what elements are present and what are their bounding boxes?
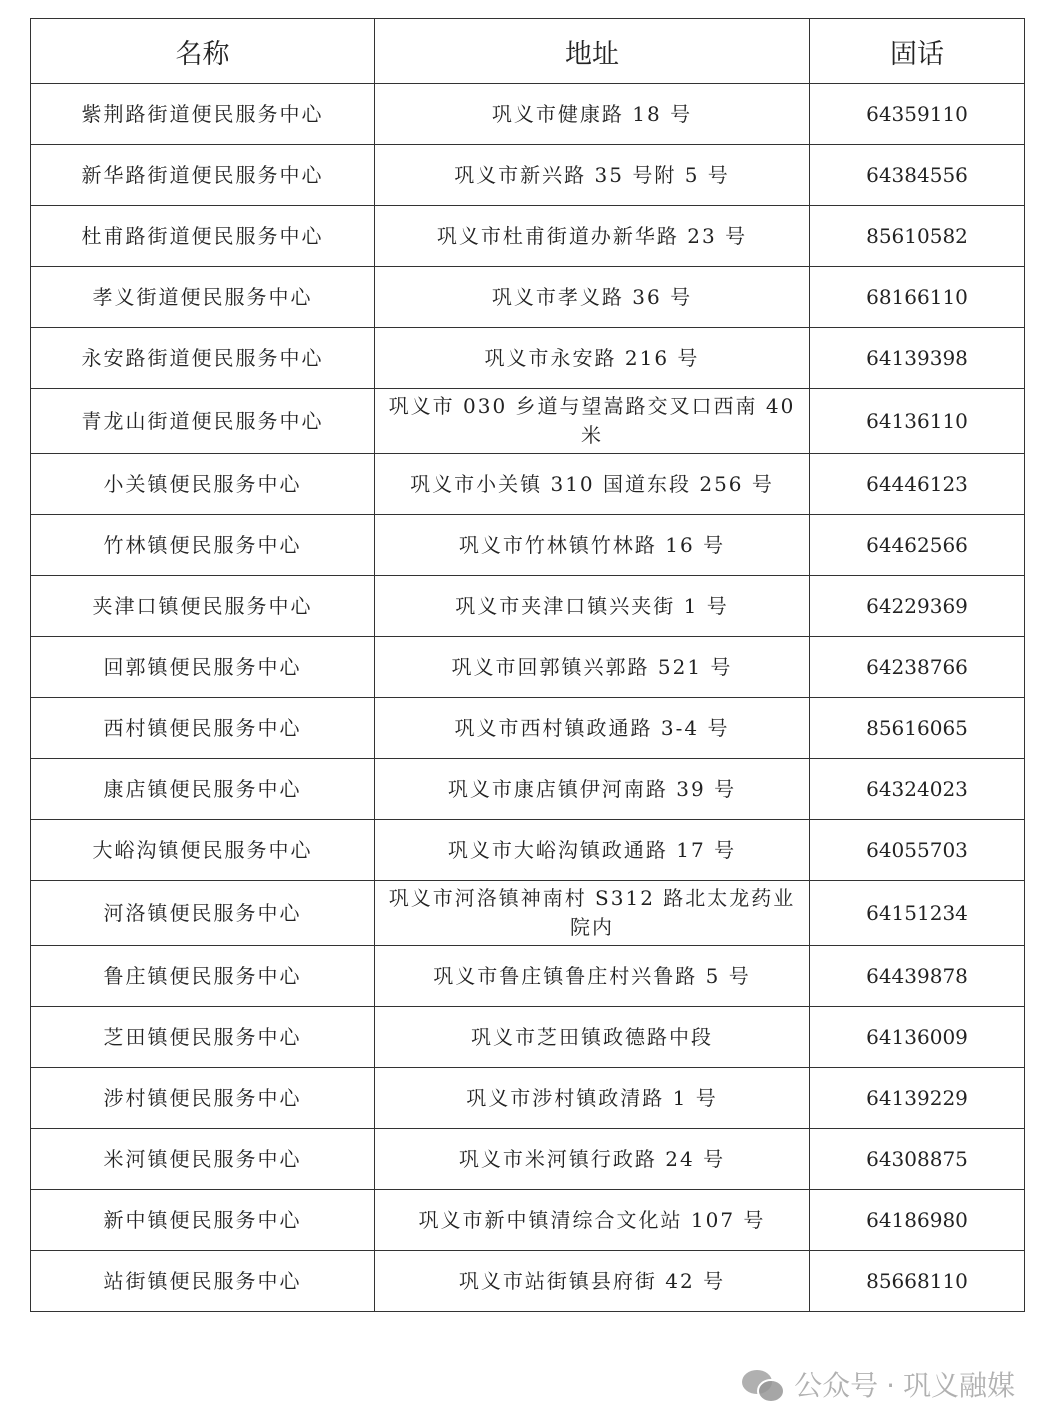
cell-name: 新华路街道便民服务中心: [31, 145, 375, 206]
cell-name: 杜甫路街道便民服务中心: [31, 206, 375, 267]
header-row: [31, 19, 1025, 84]
table-row: [31, 145, 1025, 206]
service-center-table: [30, 18, 1025, 1312]
cell-phone: 64139398: [810, 328, 1025, 389]
cell-address: 巩义市竹林镇竹林路 16 号: [375, 515, 810, 576]
cell-name: 紫荆路街道便民服务中心: [31, 84, 375, 145]
cell-name: 永安路街道便民服务中心: [31, 328, 375, 389]
cell-address: 巩义市站街镇县府街 42 号: [375, 1251, 810, 1312]
cell-address: 巩义市米河镇行政路 24 号: [375, 1129, 810, 1190]
cell-name: 竹林镇便民服务中心: [31, 515, 375, 576]
table-row: [31, 1068, 1025, 1129]
cell-phone: 64238766: [810, 637, 1025, 698]
cell-address: 巩义市 030 乡道与望嵩路交叉口西南 40 米: [375, 389, 810, 454]
cell-address: 巩义市大峪沟镇政通路 17 号: [375, 820, 810, 881]
cell-address: 巩义市夹津口镇兴夹街 1 号: [375, 576, 810, 637]
cell-phone: 85610582: [810, 206, 1025, 267]
watermark-account: 巩义融媒: [902, 1369, 1015, 1402]
wechat-icon: [740, 1366, 786, 1406]
cell-phone: 64384556: [810, 145, 1025, 206]
table-row: [31, 515, 1025, 576]
cell-name: 青龙山街道便民服务中心: [31, 389, 375, 454]
table-row: [31, 84, 1025, 145]
cell-address: 巩义市杜甫街道办新华路 23 号: [375, 206, 810, 267]
watermark: [740, 1366, 1015, 1406]
cell-name: 涉村镇便民服务中心: [31, 1068, 375, 1129]
cell-name: 新中镇便民服务中心: [31, 1190, 375, 1251]
cell-address: 巩义市永安路 216 号: [375, 328, 810, 389]
cell-address: 巩义市康店镇伊河南路 39 号: [375, 759, 810, 820]
cell-address: 巩义市西村镇政通路 3-4 号: [375, 698, 810, 759]
cell-phone: 64136009: [810, 1007, 1025, 1068]
table-row: [31, 946, 1025, 1007]
cell-address: 巩义市河洛镇神南村 S312 路北太龙药业院内: [375, 881, 810, 946]
cell-name: 米河镇便民服务中心: [31, 1129, 375, 1190]
cell-phone: 64151234: [810, 881, 1025, 946]
table-row: [31, 1007, 1025, 1068]
header-phone: 固话: [810, 19, 1025, 84]
cell-name: 小关镇便民服务中心: [31, 454, 375, 515]
cell-name: 鲁庄镇便民服务中心: [31, 946, 375, 1007]
table-row: [31, 267, 1025, 328]
cell-address: 巩义市涉村镇政清路 1 号: [375, 1068, 810, 1129]
table-row: [31, 759, 1025, 820]
cell-name: 夹津口镇便民服务中心: [31, 576, 375, 637]
table-row: [31, 454, 1025, 515]
table-row: [31, 206, 1025, 267]
header-name: 名称: [31, 19, 375, 84]
cell-address: 巩义市孝义路 36 号: [375, 267, 810, 328]
table-row: [31, 1190, 1025, 1251]
cell-phone: 64359110: [810, 84, 1025, 145]
cell-phone: 64055703: [810, 820, 1025, 881]
watermark-separator: ·: [886, 1369, 895, 1402]
cell-address: 巩义市小关镇 310 国道东段 256 号: [375, 454, 810, 515]
cell-address: 巩义市回郭镇兴郭路 521 号: [375, 637, 810, 698]
cell-address: 巩义市新中镇清综合文化站 107 号: [375, 1190, 810, 1251]
table-row: [31, 881, 1025, 946]
header-address: 地址: [375, 19, 810, 84]
cell-phone: 64229369: [810, 576, 1025, 637]
cell-address: 巩义市鲁庄镇鲁庄村兴鲁路 5 号: [375, 946, 810, 1007]
cell-name: 西村镇便民服务中心: [31, 698, 375, 759]
table-row: [31, 637, 1025, 698]
cell-phone: 64139229: [810, 1068, 1025, 1129]
cell-phone: 85616065: [810, 698, 1025, 759]
table-row: [31, 1129, 1025, 1190]
cell-phone: 64186980: [810, 1190, 1025, 1251]
table-row: [31, 389, 1025, 454]
cell-name: 河洛镇便民服务中心: [31, 881, 375, 946]
cell-address: 巩义市芝田镇政德路中段: [375, 1007, 810, 1068]
table-row: [31, 698, 1025, 759]
cell-name: 孝义街道便民服务中心: [31, 267, 375, 328]
cell-address: 巩义市健康路 18 号: [375, 84, 810, 145]
table-row: [31, 576, 1025, 637]
cell-address: 巩义市新兴路 35 号附 5 号: [375, 145, 810, 206]
cell-name: 站街镇便民服务中心: [31, 1251, 375, 1312]
cell-name: 康店镇便民服务中心: [31, 759, 375, 820]
cell-name: 大峪沟镇便民服务中心: [31, 820, 375, 881]
cell-phone: 64462566: [810, 515, 1025, 576]
cell-phone: 64308875: [810, 1129, 1025, 1190]
cell-name: 芝田镇便民服务中心: [31, 1007, 375, 1068]
cell-name: 回郭镇便民服务中心: [31, 637, 375, 698]
table-row: [31, 328, 1025, 389]
cell-phone: 64446123: [810, 454, 1025, 515]
cell-phone: 68166110: [810, 267, 1025, 328]
cell-phone: 64439878: [810, 946, 1025, 1007]
cell-phone: 85668110: [810, 1251, 1025, 1312]
cell-phone: 64136110: [810, 389, 1025, 454]
watermark-label: 公众号: [794, 1369, 879, 1402]
table-row: [31, 820, 1025, 881]
table-row: [31, 1251, 1025, 1312]
cell-phone: 64324023: [810, 759, 1025, 820]
